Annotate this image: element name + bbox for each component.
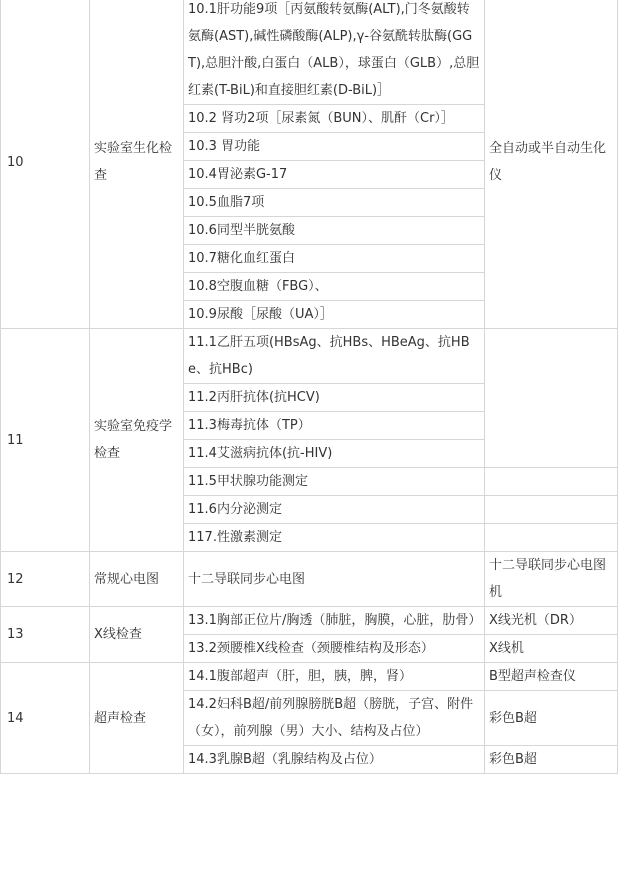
item-cell: 11.5甲状腺功能测定 xyxy=(184,468,485,496)
row-number: 11 xyxy=(1,329,90,552)
row-number: 13 xyxy=(1,607,90,663)
item-cell: 10.6同型半胱氨酸 xyxy=(184,217,485,245)
table-row xyxy=(1,663,618,691)
category-cell: 实验室免疫学检查 xyxy=(90,329,184,552)
item-cell: 10.5血脂7项 xyxy=(184,189,485,217)
equipment-cell: 彩色B超 xyxy=(485,691,618,746)
category-cell: 超声检查 xyxy=(90,663,184,774)
equipment-cell-empty xyxy=(485,524,618,552)
equipment-cell: X线机 xyxy=(485,635,618,663)
item-cell: 13.2颈腰椎X线检查（颈腰椎结构及形态） xyxy=(184,635,485,663)
table-row xyxy=(1,329,618,384)
item-cell: 11.2丙肝抗体(抗HCV) xyxy=(184,384,485,412)
table-row xyxy=(1,607,618,635)
item-cell: 十二导联同步心电图 xyxy=(184,552,485,607)
equipment-cell-empty xyxy=(485,468,618,496)
equipment-cell: X线光机（DR） xyxy=(485,607,618,635)
item-cell: 10.2 肾功2项［尿素氮（BUN）、肌酐（Cr）］ xyxy=(184,105,485,133)
item-cell: 11.1乙肝五项(HBsAg、抗HBs、HBeAg、抗HBe、抗HBc) xyxy=(184,329,485,384)
category-cell: 常规心电图 xyxy=(90,552,184,607)
item-cell: 11.4艾滋病抗体(抗-HIV) xyxy=(184,440,485,468)
equipment-cell-empty xyxy=(485,496,618,524)
row-number: 12 xyxy=(1,552,90,607)
category-cell: X线检查 xyxy=(90,607,184,663)
table-row xyxy=(1,0,618,105)
item-cell: 14.3乳腺B超（乳腺结构及占位） xyxy=(184,746,485,774)
table-row xyxy=(1,552,618,607)
item-cell: 10.3 胃功能 xyxy=(184,133,485,161)
equipment-cell-empty xyxy=(485,329,618,468)
category-cell: 实验室生化检查 xyxy=(90,0,184,329)
equipment-cell: 全自动或半自动生化仪 xyxy=(485,0,618,329)
item-cell: 10.7糖化血红蛋白 xyxy=(184,245,485,273)
equipment-cell: 彩色B超 xyxy=(485,746,618,774)
item-cell: 11.3梅毒抗体（TP） xyxy=(184,412,485,440)
item-cell: 11.6内分泌测定 xyxy=(184,496,485,524)
equipment-cell: B型超声检查仪 xyxy=(485,663,618,691)
item-cell: 10.1肝功能9项［丙氨酸转氨酶(ALT),门冬氨酸转氨酶(AST),碱性磷酸酶(ALP),γ-谷氨酰转肽酶(GGT),总胆汁酸,白蛋白（ALB），球蛋白（GLB）,总胆红素(T-BiL)和直接胆红素(D-BiL)］ xyxy=(184,0,485,105)
item-cell: 14.2妇科B超/前列腺膀胱B超（膀胱，子宫、附件（女），前列腺（男）大小、结构及占位） xyxy=(184,691,485,746)
item-cell: 10.4胃泌素G-17 xyxy=(184,161,485,189)
equipment-cell: 十二导联同步心电图机 xyxy=(485,552,618,607)
row-number: 14 xyxy=(1,663,90,774)
row-number: 10 xyxy=(1,0,90,329)
item-cell: 13.1胸部正位片/胸透（肺脏，胸膜，心脏，肋骨） xyxy=(184,607,485,635)
item-cell: 117.性激素测定 xyxy=(184,524,485,552)
item-cell: 10.9尿酸［尿酸（UA）］ xyxy=(184,301,485,329)
item-cell: 14.1腹部超声（肝，胆，胰，脾，肾） xyxy=(184,663,485,691)
item-cell: 10.8空腹血糖（FBG）、 xyxy=(184,273,485,301)
